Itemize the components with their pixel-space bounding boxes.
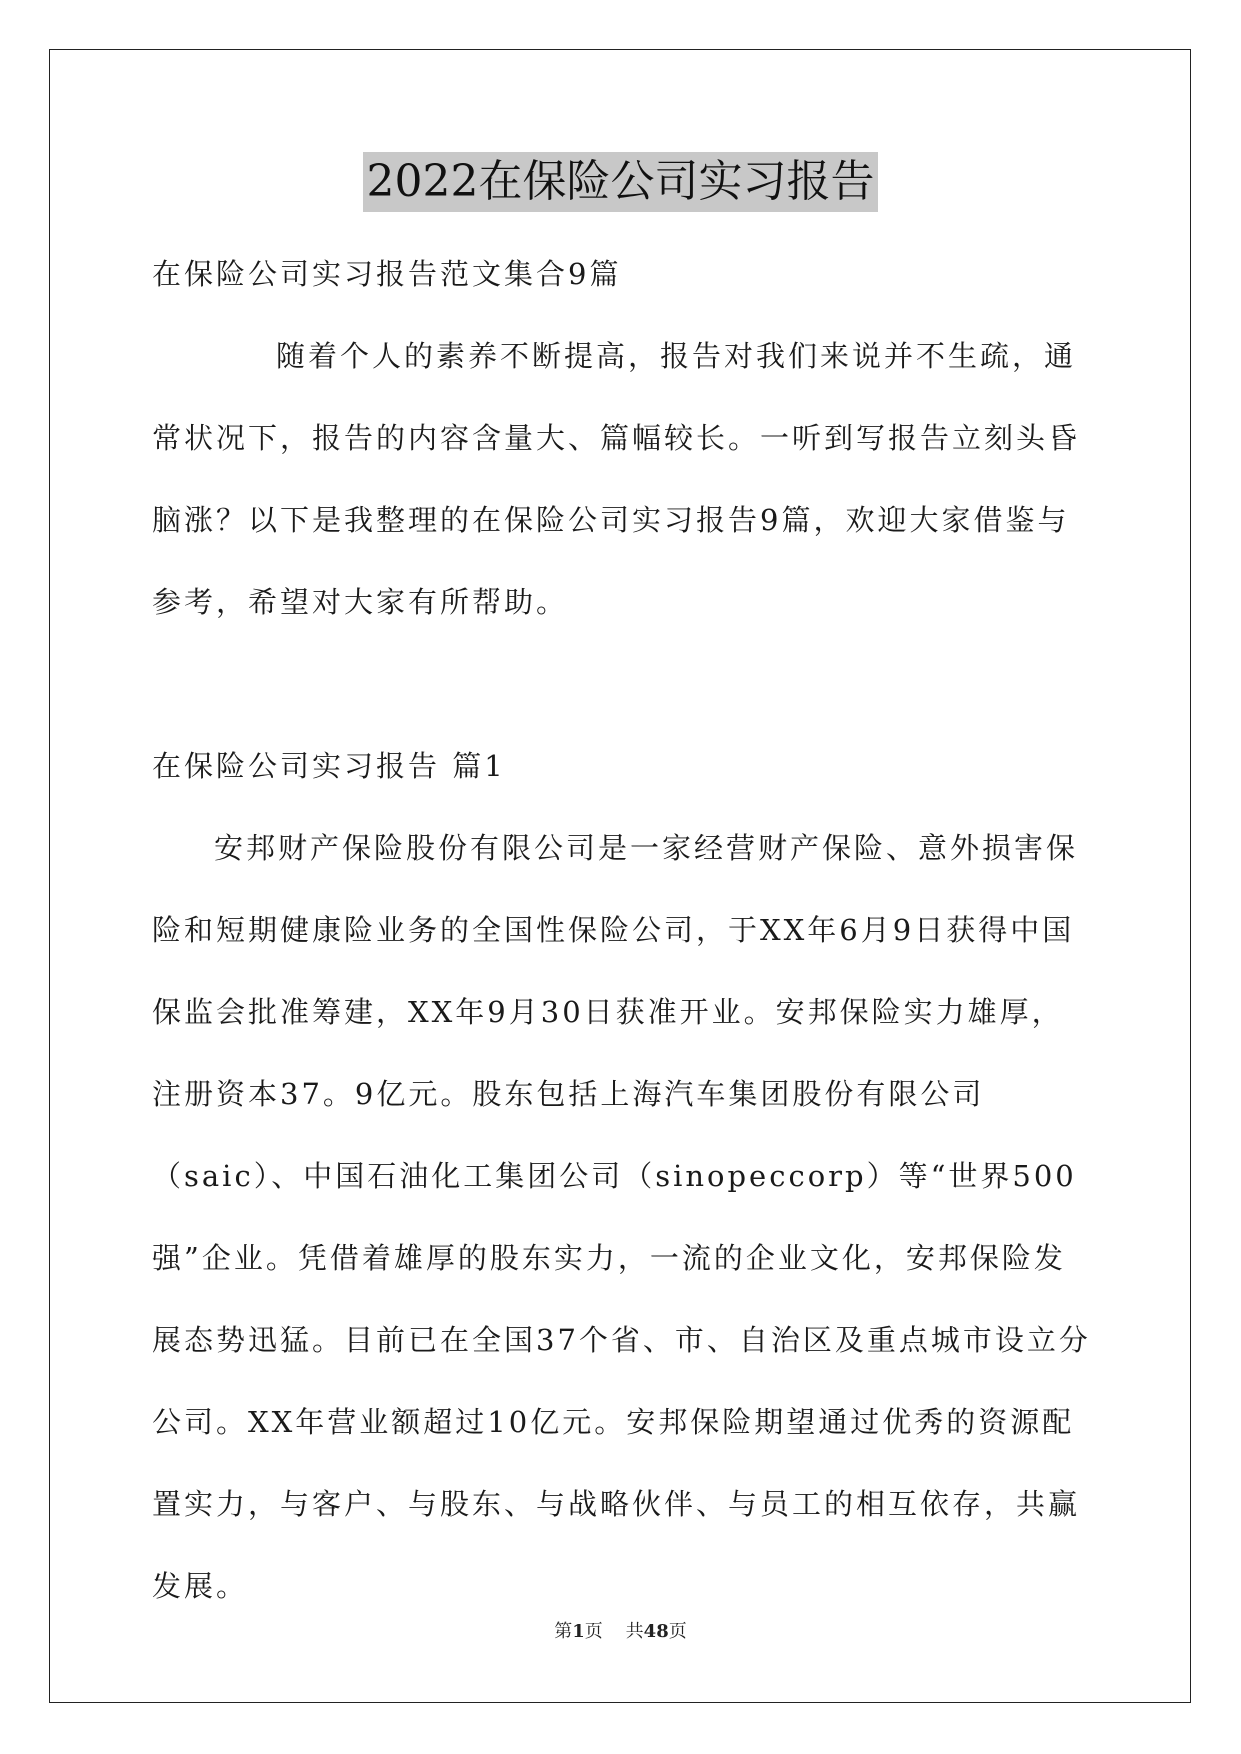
total-prefix: 共 [625,1621,644,1642]
page-number: 1 [572,1621,585,1642]
page-footer [0,1617,1241,1643]
page-suffix: 页 [584,1621,603,1642]
document-title: 2022在保险公司实习报告 [363,152,879,212]
total-pages: 48 [643,1621,669,1642]
title-container [0,152,1241,212]
total-suffix: 页 [668,1621,687,1642]
document-subtitle: 在保险公司实习报告范文集合9篇 [152,257,622,291]
paragraph-spacer [152,643,1092,725]
section-heading: 在保险公司实习报告 篇1 [152,749,506,783]
document-content [152,233,1092,1627]
body-paragraph: 安邦财产保险股份有限公司是一家经营财产保险、意外损害保险和短期健康险业务的全国性保险公司，于XX年6月9日获得中国保监会批准筹建，XX年9月30日获准开业。安邦保险实力雄厚，注册资本37。9亿元。股东包括上海汽车集团股份有限公司（saic）、中国石油化工集团公司（sinopeccorp）等“世界500强”企业。凭借着雄厚的股东实力，一流的企业文化，安邦保险发展态势迅猛。目前已在全国37个省、市、自治区及重点城市设立分公司。XX年营业额超过10亿元。安邦保险期望通过优秀的资源配置实力，与客户、与股东、与战略伙伴、与员工的相互依存，共赢发展。 [152,831,1091,1603]
page-prefix: 第 [554,1621,573,1642]
intro-paragraph: 随着个人的素养不断提高，报告对我们来说并不生疏，通常状况下，报告的内容含量大、篇幅较长。一听到写报告立刻头昏脑涨？以下是我整理的在保险公司实习报告9篇，欢迎大家借鉴与参考，希望对大家有所帮助。 [152,339,1081,619]
